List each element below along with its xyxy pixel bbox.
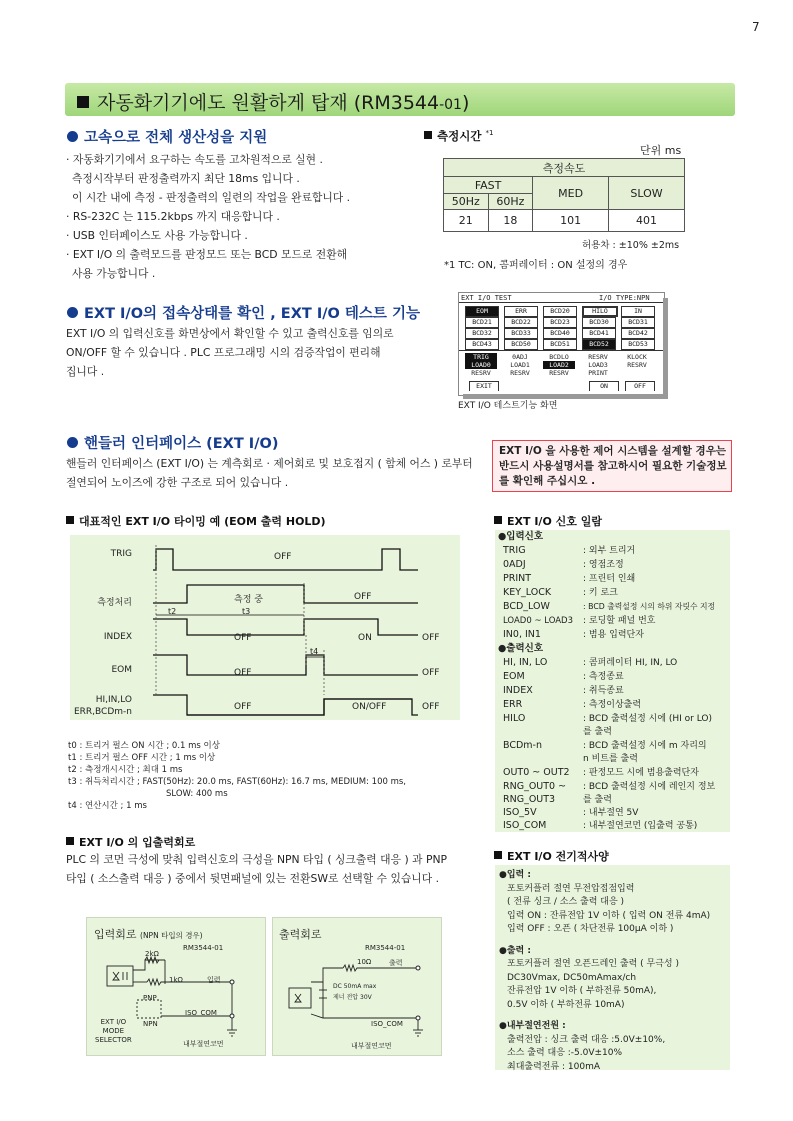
io-in-load2[interactable]: LOAD2 — [543, 361, 575, 369]
signals-input-head: ●입력신호 — [498, 531, 543, 542]
io-btn-bcd43[interactable]: BCD43 — [465, 339, 499, 350]
square-bullet-icon — [77, 96, 89, 108]
timing-notes: t0 : 트리거 펄스 ON 시간 ; 0.1 ms 이상 t1 : 트리거 펄스 OFF 시간 ; 1 ms 이상 t2 : 측정개시시간 ; 최대 1 ms t3 : 취득처리시간 ; FAST(50Hz): 20.0 ms, FAST(60Hz): 16.7 ms, MEDIUM: 100 ms, SLOW: 400 ms t4 : 연산시간 ; 1 ms — [68, 741, 406, 811]
io-btn-bcd21[interactable]: BCD21 — [465, 317, 499, 328]
value-fast-50: 21 — [444, 210, 489, 232]
square-bullet-icon — [66, 516, 74, 524]
ext-test-text: EXT I/O 의 입력신호를 화면상에서 확인할 수 있고 출력신호를 임의로 ON/OFF 할 수 있습니다 . PLC 프로그래밍 시의 검증작업이 편리해 집니다 . — [66, 327, 394, 378]
signals-output-head: ●출력신호 — [498, 643, 543, 654]
header-60hz: 60Hz — [488, 194, 533, 210]
io-in-load3[interactable]: LOAD3 — [588, 361, 608, 369]
io-btn-bcd51[interactable]: BCD51 — [543, 339, 577, 350]
elec-title: EXT I/O 전기적사양 — [494, 848, 609, 864]
hilo-off-2: OFF — [422, 702, 440, 712]
circle-bullet-icon — [67, 131, 78, 142]
index-on: ON — [358, 633, 372, 643]
hilo-off-1: OFF — [234, 702, 252, 712]
timing-label-eom: EOM — [111, 665, 132, 675]
io-btn-bcd41[interactable]: BCD41 — [582, 328, 616, 339]
trig-off: OFF — [274, 552, 292, 562]
io-in-trig[interactable]: TRIG — [465, 353, 497, 361]
ext-io-test-screen — [458, 292, 665, 396]
screen-io-type: I/O TYPE:NPN — [599, 294, 650, 302]
square-bullet-icon — [494, 851, 502, 859]
circle-bullet-icon — [67, 437, 78, 448]
output-circuit: 출력회로 RM3544-01 10Ω 출력 DC 50mA max 제너 전압 30V ISO_COM 내부절연코먼 — [272, 917, 442, 1056]
io-btn-hilo[interactable]: HILO — [582, 306, 618, 317]
speed-section-title: 고속으로 전체 생산성을 지원 — [67, 126, 267, 147]
io-in-klock[interactable]: KLOCK — [627, 353, 647, 361]
io-btn-bcd32[interactable]: BCD32 — [465, 328, 499, 339]
io-btn-in[interactable]: IN — [621, 306, 655, 317]
io-in-0adj[interactable]: 0ADJ — [512, 353, 528, 361]
eom-off-2: OFF — [422, 668, 440, 678]
header-med: MED — [533, 177, 609, 210]
io-in-resrv-e: RESRV — [627, 361, 647, 369]
t2-label: t2 — [168, 607, 177, 616]
meas-in: 측정 중 — [234, 595, 263, 605]
ext-test-title: EXT I/O의 접속상태를 확인 , EXT I/O 테스트 기능 — [67, 302, 420, 323]
io-btn-bcd53[interactable]: BCD53 — [621, 339, 655, 350]
io-in-resrv-c: RESRV — [549, 369, 569, 377]
value-slow: 401 — [609, 210, 685, 232]
square-bullet-icon — [424, 131, 432, 139]
io-circuit-text: PLC 의 코먼 극성에 맞춰 입력신호의 극성을 NPN 타입 ( 싱크출력 대응 ) 과 PNP 타입 ( 소스출력 대응 ) 중에서 뒷면패널에 있는 전환SW로 선택할 수 있습니다 . — [66, 853, 448, 885]
t4-label: t4 — [310, 647, 319, 656]
io-btn-bcd42[interactable]: BCD42 — [621, 328, 655, 339]
io-in-print[interactable]: PRINT — [588, 369, 608, 377]
hilo-onoff: ON/OFF — [352, 702, 387, 712]
io-btn-bcd33[interactable]: BCD33 — [504, 328, 538, 339]
io-btn-bcd50[interactable]: BCD50 — [504, 339, 538, 350]
timing-diagram — [70, 535, 460, 720]
circle-bullet-icon — [67, 307, 78, 318]
meas-time-table — [443, 158, 685, 232]
signals-title: EXT I/O 신호 일람 — [494, 513, 602, 529]
eom-off-1: OFF — [234, 668, 252, 678]
io-btn-bcd30[interactable]: BCD30 — [582, 317, 616, 328]
meas-note: *1 TC: ON, 콤퍼레이터 : ON 설정의 경우 — [444, 260, 628, 271]
off-button[interactable]: OFF — [625, 381, 655, 391]
value-med: 101 — [533, 210, 609, 232]
io-in-load0[interactable]: LOAD0 — [465, 361, 497, 369]
index-off-2: OFF — [422, 633, 440, 643]
meas-time-title: 측정시간 $^{*1}$ — [424, 128, 493, 144]
io-in-resrv-d: RESRV — [588, 353, 608, 361]
t3-label: t3 — [242, 607, 251, 616]
timing-label-err: ERR,BCDm-n — [73, 707, 132, 717]
square-bullet-icon — [494, 516, 502, 524]
unit-label: 단위 ms — [640, 144, 682, 157]
handler-text: 핸들러 인터페이스 (EXT I/O) 는 계측회로 · 제어회로 및 보호접지 ( 함체 어스 ) 로부터 절연되어 노이즈에 강한 구조로 되어 있습니다 . — [66, 457, 473, 489]
header-slow: SLOW — [609, 177, 685, 210]
timing-label-trig: TRIG — [110, 549, 132, 559]
io-btn-bcd22[interactable]: BCD22 — [504, 317, 538, 328]
input-circuit: 입력회로 (NPN 타입의 경우) RM3544-01 2kΩ 1kΩ 입력 PNP NPN ISO_COM EXT I/O MODE SELECTOR 내부절연코먼 — [86, 917, 266, 1056]
io-btn-bcd52[interactable]: BCD52 — [582, 339, 616, 350]
index-off-1: OFF — [234, 633, 252, 643]
handler-title: 핸들러 인터페이스 (EXT I/O) — [67, 432, 278, 453]
io-btn-bcd31[interactable]: BCD31 — [621, 317, 655, 328]
header-fast: FAST — [444, 177, 533, 194]
io-in-load1[interactable]: LOAD1 — [510, 361, 530, 369]
io-btn-bcd40[interactable]: BCD40 — [543, 328, 577, 339]
page-number: 7 — [752, 20, 760, 34]
header-50hz: 50Hz — [444, 194, 489, 210]
on-button[interactable]: ON — [589, 381, 619, 391]
elec-spec-panel: ●입력 : 포토커플러 절연 무전압접점입력 ( 전류 싱크 / 소스 출력 대응 ) 입력 ON : 잔류전압 1V 이하 ( 입력 ON 전류 4mA) 입력 OFF : 오픈 ( 차단전류 100μA 이하 ) ●출력 : 포토커플러 절연 오픈드레인 출력 ( 무극성 ) DC30Vmax, DC50mAmax/ch 잔류전압 1V 이하 ( 부하전류 50mA), 0.5V 이하 ( 부하전류 10mA) ●내부절연전원 : 출력전압 : 싱크 출력 대응 :5.0V±10%, 소스 출력 대응 :-5.0V±10% 최대출력전류 : 100mA — [495, 865, 730, 1070]
io-btn-err[interactable]: ERR — [504, 306, 538, 317]
timing-label-meas: 측정처리 — [97, 598, 132, 608]
banner-title: 자동화기기에도 원활하게 탑재 (RM3544-01) — [77, 88, 469, 115]
signals-panel: ●입력신호 TRIG : 외부 트리거 0ADJ : 영점조정 PRINT : 프린터 인쇄 KEY_LOCK : 키 로크 BCD_LOW : BCD 출력설정 시의 하위 자릿수 지정 LOAD0 ~ LOAD3 : 로딩할 패널 번호 IN0, IN1 : 범용 입력단자 ●출력신호 HI, IN, LO : 콤퍼레이터 HI, IN, LO EOM : 측정종료 INDEX : 취득종료 ERR : 측정이상출력 HILO : BCD 출력설정 시에 (HI or LO) 를 출력 BCDm-n : BCD 출력설정 시에 m 자리의 n 비트를 출력 OUT0 ~ OUT2 : 판정모드 시에 범용출력단자 RNG_OUT0 ~ : BCD 출력설정 시에 레인지 정보 RNG_OUT3 를 출력 ISO_5V : 내부절연 5V ISO_COM : 내부절연코먼 (입출력 공통) — [495, 530, 730, 832]
io-btn-bcd23[interactable]: BCD23 — [543, 317, 577, 328]
title-banner — [65, 83, 735, 116]
value-fast-60: 18 — [488, 210, 533, 232]
io-circuit-title: EXT I/O 의 입출력회로 — [66, 834, 195, 850]
warning-box: EXT I/O 을 사용한 제어 시스템을 설계할 경우는 반드시 사용설명서를 참고하시어 필요한 기술정보 를 확인해 주십시오 . — [492, 440, 732, 492]
io-grid-col-a — [465, 353, 497, 377]
timing-label-hilo: HI,IN,LO — [95, 695, 132, 705]
io-in-bcdlo[interactable]: BCDLO — [549, 353, 569, 361]
square-bullet-icon — [66, 837, 74, 845]
timing-waveforms — [70, 535, 460, 720]
screen-title: EXT I/O TEST — [461, 294, 512, 302]
io-in-resrv-a: RESRV — [471, 369, 491, 377]
io-btn-eom[interactable]: EOM — [465, 306, 499, 317]
io-in-resrv-b: RESRV — [510, 369, 530, 377]
header-speed: 측정속도 — [444, 159, 685, 177]
timing-title: 대표적인 EXT I/O 타이밍 예 (EOM 출력 HOLD) — [66, 513, 326, 529]
io-btn-bcd20[interactable]: BCD20 — [543, 306, 577, 317]
ext-screen-caption: EXT I/O 테스트기능 화면 — [458, 401, 558, 411]
io-grid-col-e — [621, 353, 653, 369]
tolerance: 허용차 : ±10% ±2ms — [582, 240, 680, 251]
speed-text: · 자동화기기에서 요구하는 속도를 고차원적으로 실현 . 측정시작부터 판정출력까지 최단 18ms 입니다 . 이 시간 내에 측정 - 판정출력의 일련의 작업을 완료합니다 . · RS-232C 는 115.2kbps 까지 대응합니다 . · USB 인터페이스도 사용 가능합니다 . · EXT I/O 의 출력모드를 판정모드 또는 BCD 모드로 전환해 사용 가능합니다 . — [66, 153, 351, 280]
io-grid-col-d — [582, 353, 614, 377]
exit-button[interactable]: EXIT — [469, 381, 499, 391]
io-grid-col-c — [543, 353, 575, 377]
meas-off: OFF — [354, 592, 372, 602]
timing-label-index: INDEX — [103, 632, 132, 642]
io-grid-col-b — [504, 353, 536, 377]
